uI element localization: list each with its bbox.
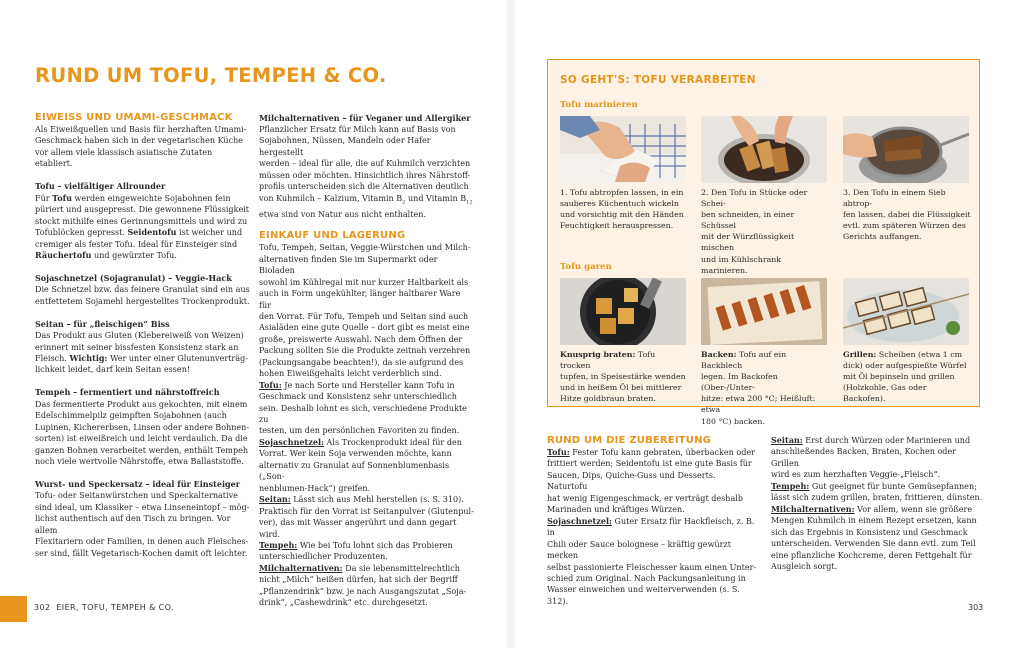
page-number-right: 303 — [968, 603, 984, 612]
text-line: Milchalternativen: Vor allem, wenn sie größere — [771, 503, 973, 514]
text-line: unterscheiden. Verwenden Sie dann evtl. zum Teil — [771, 539, 976, 549]
text-line: püriert und ausgepresst. Die gewonnene Flüssigkeit — [35, 205, 250, 215]
section-heading-eiweiss: EIWEISS UND UMAMI-GESCHMACK — [35, 112, 233, 123]
text-line: erinnert mit seiner bissfesten Konsistenz stark an — [35, 342, 239, 352]
text-line: Sojaschnetzel: Als Trockenprodukt ideal für den — [259, 436, 462, 447]
text-line: sind ideal, um Klassiker – etwa Linseneintopf – mög- — [35, 502, 250, 512]
text-line: Räuchertofu und gewürzter Tofu. — [35, 249, 177, 260]
column-left — [35, 112, 250, 559]
text-line: stockt mithilfe eines Gerinnungsmittels und wird zu — [35, 216, 248, 226]
text-line: drink“, „Cashewdrink“ etc. durchgesetzt. — [259, 598, 428, 608]
text-line: Wasser einweichen und weiterverwenden (s. S. 312). — [547, 585, 740, 606]
text-line: entfettetem Sojamehl hergestelltes Trockenprodukt. — [35, 296, 250, 306]
howto-subheading-garen: Tofu garen — [560, 262, 612, 272]
text-line: cremiger als fester Tofu. Ideal für Einsteiger sind — [35, 239, 238, 249]
text-line: Das fermentierte Produkt aus gekochten, mit einem — [35, 399, 248, 409]
text-line: von Kuhmilch – Kalzium, Vitamin $B_2$ und Vitamin $B_{12}$ — [259, 193, 473, 206]
caption-backen: Backen: Tofu auf ein Backblech legen. Im Backofen (Ober-/Unter- hitze: etwa 200 °C; Heißluft: etwa 180 °C) backen. — [701, 350, 816, 426]
text-line: sich das Ergebnis in Konsistenz und Geschmack — [771, 527, 968, 537]
subheading-seitan: Seitan – für „fleischigen“ Biss — [35, 318, 170, 329]
photo-tofu-frying — [560, 278, 686, 345]
text-line: nenblumen-Hack“) greifen. — [259, 483, 371, 493]
text-line: Tofu, Tempeh, Seitan, Veggie-Würstchen und Milch- — [259, 243, 471, 253]
text-line: ser sind, fällt Vegetarisch-Kochen damit oft leichter. — [35, 548, 248, 558]
text-line: „Pflanzendrink“ bzw. je nach Ausgangszutat „Soja- — [259, 586, 467, 596]
subheading-tofu: Tofu – vielfältiger Allrounder — [35, 181, 166, 192]
photo-tofu-grilling — [843, 278, 969, 345]
text-line: noch viele wertvolle Nährstoffe, etwa Ballaststoffe. — [35, 457, 244, 467]
text-line: sein. Deshalb lohnt es sich, verschiedene Produkte zu — [259, 403, 467, 425]
subheading-tempeh: Tempeh – fermentiert und nährstoffreich — [35, 387, 220, 398]
photo-tofu-sieve — [843, 116, 969, 183]
photo-tofu-pressing — [560, 116, 686, 183]
column-middle — [259, 112, 474, 609]
text-line: Praktisch für den Vorrat ist Seitanpulver (Glutenpul- — [259, 506, 474, 516]
text-line: Seitan: Erst durch Würzen oder Marinieren und — [771, 435, 971, 445]
text-line: ver), das mit Wasser angerührt und dann gegart wird. — [259, 518, 457, 539]
column-prep-left — [547, 435, 757, 607]
text-line: selbst passionierte Fleischesser kaum einen Unter- — [547, 562, 757, 572]
text-line: müssen oder möchten. Hinsichtlich ihres Nährstoff- — [259, 170, 471, 180]
text-line: Lupinen, Kichererbsen, Linsen oder andere Bohnen- — [35, 422, 250, 432]
text-line: sorten) ist eiweißreich und leicht verdaulich. Da die — [35, 434, 248, 444]
text-line: Seitan: Lässt sich aus Mehl herstellen (s. S. 310). — [259, 494, 464, 505]
subheading-wurstersatz: Wurst- und Speckersatz – ideal für Einsteiger — [35, 478, 241, 489]
photo-tofu-baking — [701, 278, 827, 345]
text-line: Tofu- oder Seitanwürstchen und Speckalternative — [35, 491, 238, 501]
text-line: Flexitariern oder Familien, in denen auch Fleisches- — [35, 537, 249, 547]
text-line: Tempeh: Wie bei Tofu lohnt sich das Probieren — [259, 540, 453, 551]
column-prep-right — [771, 435, 983, 572]
caption-grillen: Grillen: Scheiben (etwa 1 cm dick) oder aufgespießte Würfel mit Öl bepinseln und grillen (Holzkohle, Gas oder Backofen). — [843, 350, 967, 404]
text-line: auch in Form ungekühlter, länger haltbarer Ware für — [259, 289, 461, 310]
text-line: Als Eiweißquellen und Basis für herzhaften Umami- — [35, 125, 247, 134]
text-line: lichkeit leidet, darf kein Seitan essen! — [35, 365, 191, 375]
text-line: Ausgleich sorgt. — [771, 561, 838, 571]
subheading-sojaschnetzel: Sojaschnetzel (Sojagranulat) – Veggie-Hack — [35, 272, 232, 283]
text-line: Die Schnetzel bzw. das feinere Granulat sind ein aus — [35, 285, 250, 295]
text-line: sowohl im Kühlregal mit nur kurzer Haltbarkeit als — [259, 277, 469, 287]
text-line: (Packungsangabe beachten!), da sie aufgrund des — [259, 357, 464, 367]
text-line: Tofu: Je nach Sorte und Hersteller kann Tofu in — [259, 379, 455, 390]
text-line: Geschmack haben sich in der vegetarischen Küche — [35, 136, 244, 146]
text-line: Das Produkt aus Gluten (Klebereiweiß von Weizen) — [35, 331, 244, 341]
caption-knusprig-braten: Knusprig braten: Tofu trocken tupfen, in Speisestärke wenden und in heißem Öl bei mittlerer Hitze goldbraun braten. — [560, 350, 686, 404]
text-line: Geschmack und Konsistenz sehr unterschiedlich — [259, 392, 457, 402]
page-title: RUND UM TOFU, TEMPEH & CO. — [35, 64, 387, 87]
folio-bar — [0, 596, 27, 622]
caption-step-1: 1. Tofu abtropfen lassen, in ein sauberes Küchentuch wickeln und vorsichtig mit den Händen Feuchtigkeit herauspressen. — [560, 188, 684, 231]
caption-step-3: 3. Den Tofu in einem Sieb abtrop- fen lassen, dabei die Flüssigkeit evtl. zum späteren Würzen des Gerichts auffangen. — [843, 188, 971, 242]
photo-tofu-marinating — [701, 116, 827, 183]
text-line: nicht „Milch“ heißen dürfen, hat sich der Begriff — [259, 575, 458, 585]
text-line: frittiert werden; Seidentofu ist eine gute Basis für — [547, 459, 752, 469]
text-line: Chili oder Sauce bolognese – kräftig gewürzt merken — [547, 539, 731, 561]
text-line: Für Tofu werden eingeweichte Sojabohnen fein — [35, 192, 231, 203]
text-line: Tempeh: Gut geeignet für bunte Gemüsepfannen; — [771, 480, 977, 491]
text-line: etwa sind von Natur aus nicht enthalten. — [259, 209, 426, 219]
howto-box — [547, 59, 980, 426]
text-line: Packung sollten Sie die Produkte zeitnah verzehren — [259, 346, 471, 356]
text-line: Saucen, Dips, Quiche-Guss und Desserts. Naturtofu — [547, 470, 716, 492]
subheading-milchalternativen: Milchalternativen – für Veganer und Allergiker — [259, 113, 471, 123]
section-heading-einkauf: EINKAUF UND LAGERUNG — [259, 230, 406, 242]
text-line: Sojabohnen, Nüssen, Mandeln oder Hafer hergestellt — [259, 136, 431, 157]
text-line: anschließendes Backen, Braten, Kochen oder Grillen — [771, 447, 957, 468]
text-line: Sojaschnetzel: Guter Ersatz für Hackfleisch, z. B. in — [547, 515, 755, 538]
text-line: Edelschimmelpilz geimpften Sojabohnen (auch — [35, 411, 227, 421]
text-line: Mengen Kuhmilch in einem Rezept ersetzen, kann — [771, 516, 977, 526]
section-heading-zubereitung: RUND UM DIE ZUBEREITUNG — [547, 435, 712, 446]
text-line: schied zum Original. Nach Packungsanleitung in — [547, 573, 746, 583]
text-line: ganzen Bohnen verarbeitet werden, enthält Tempeh — [35, 445, 249, 455]
text-line: große, preiswerte Auswahl. Nach dem Öffnen der — [259, 334, 463, 344]
caption-step-2: 2. Den Tofu in Stücke oder Schei- ben schneiden, in einer Schüssel mit der Würzflüssigkeit mischen und im Kühlschrank marinieren. — [701, 188, 808, 275]
text-line: Milchalternativen: Da sie lebensmittelrechtlich — [259, 562, 460, 573]
howto-title: SO GEHT'S: TOFU VERARBEITEN — [560, 74, 756, 86]
text-line: Fleisch. Wichtig: Wer unter einer Glutenunverträg- — [35, 353, 248, 364]
text-line: testen, um den persönlichen Favoriten zu finden. — [259, 426, 460, 436]
text-line: hat wenig Eigengeschmack, er verträgt deshalb — [547, 493, 743, 503]
text-line: wird es zum herzhaften Veggie-„Fleisch“. — [771, 470, 941, 480]
text-line: Asialäden eine gute Quelle – dort gibt es meist eine — [259, 323, 470, 333]
book-spine-shadow — [506, 0, 516, 648]
text-line: den Vorrat. Für Tofu, Tempeh und Seitan sind auch — [259, 311, 469, 321]
text-line: alternativ zu Granulat auf Sonnenblumenbasis („Son- — [259, 460, 450, 482]
text-line: Pflanzlicher Ersatz für Milch kann auf Basis von — [259, 125, 456, 134]
text-line: vor allem viele klassisch asiatische Zutaten etabliert. — [35, 147, 213, 169]
text-line: hohen Eiweißgehalts leicht verderblich sind. — [259, 369, 442, 379]
text-line: eine pflanzliche Kochcreme, deren Fettgehalt für — [771, 550, 972, 560]
text-line: profils unterscheiden sich die Alternativen deutlich — [259, 182, 469, 192]
page-number-left: 302 EIER, TOFU, TEMPEH & CO. — [34, 603, 174, 612]
text-line: alternativen finden Sie im Supermarkt oder Bioladen — [259, 254, 438, 276]
text-line: Vorrat. Wer kein Soja verwenden möchte, kann — [259, 449, 452, 459]
text-line: lässt sich zudem grillen, braten, frittieren, dünsten. — [771, 493, 983, 503]
howto-subheading-marinieren: Tofu marinieren — [560, 100, 638, 110]
text-line: lichst authentisch auf den Tisch zu bringen. Vor allem — [35, 514, 231, 535]
text-line: Marinaden und kräftiges Würzen. — [547, 505, 685, 515]
text-line: werden – ideal für alle, die auf Kuhmilch verzichten — [259, 159, 471, 169]
text-line: Tofublöcken gepresst. Seidentofu ist weicher und — [35, 227, 243, 238]
text-line: unterschiedlicher Produzenten. — [259, 552, 388, 562]
text-line: Tofu: Fester Tofu kann gebraten, überbacken oder — [547, 447, 755, 457]
